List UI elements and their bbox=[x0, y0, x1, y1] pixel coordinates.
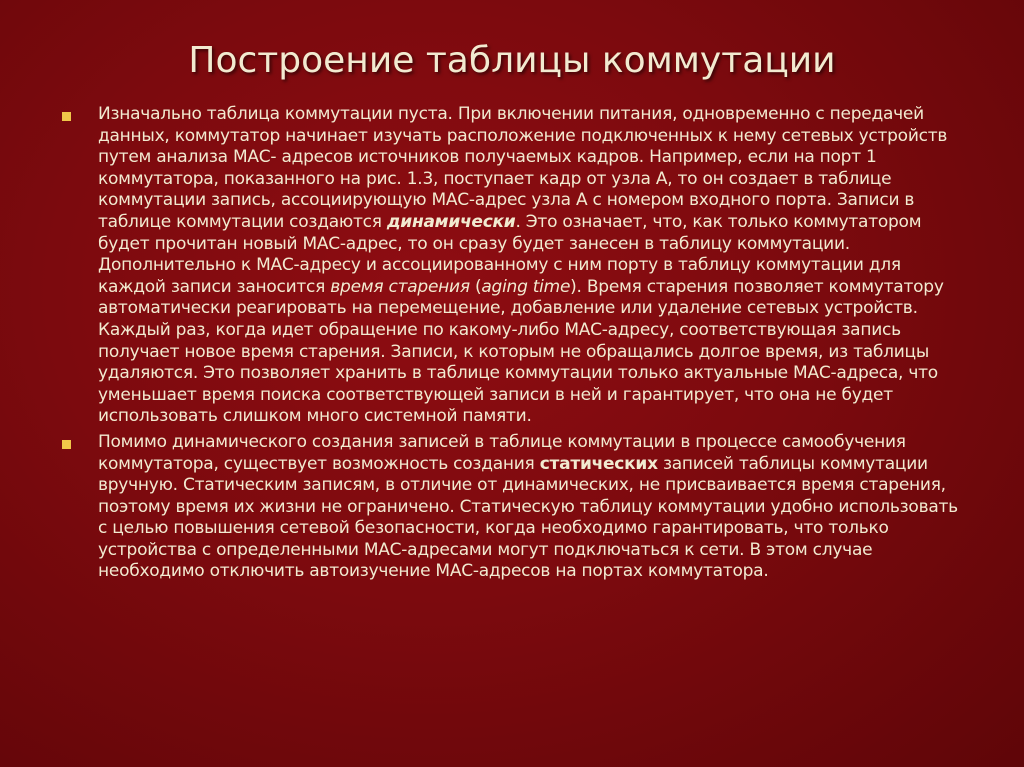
emphasis-dynamic: динамически bbox=[386, 211, 516, 232]
bullet-text-1 bbox=[98, 104, 962, 428]
text-segment: ( bbox=[469, 276, 482, 297]
square-bullet-icon bbox=[62, 112, 71, 121]
emphasis-static: статических bbox=[539, 453, 658, 474]
emphasis-aging-term: время старения bbox=[330, 276, 470, 297]
text-segment: Изначально таблица коммутации пуста. При включении питания, одновременно с передачей данных, коммутатор начинает изучать расположение подключенных к нему сетевых устройств путем анализа МАС- адресов источников получаемых кадров. Например, если на порт 1 коммутатора, показанного на рис. 1.3, поступает кадр от узла А, то он создает в таблице коммутации запись, ассоциирующую МАС-адрес узла А с номером входного порта. Записи в таблице коммутации создаются bbox=[98, 104, 948, 232]
text-segment: ). Время старения позволяет коммутатору автоматически реагировать на перемещение, добавление или удаление сетевых устройств. Каждый раз, когда идет обращение по какому-либо МАС-адресу, соответствующая запись получает новое время старения. Записи, к которым не обращались долгое время, из таблицы удаляются. Это позволяет хранить в таблице коммутации только актуальные МАС-адреса, что уменьшает время поиска соответствующей записи в ней и гарантирует, что она не будет использовать слишком много системной памяти. bbox=[98, 276, 944, 427]
text-segment: . Это означает, что, как только коммутатором будет прочитан новый МАС-адрес, то он сразу будет занесен в таблицу коммутации. Дополнительно к МАС-адресу и ассоциированному с ним порту в таблицу коммутации для каждой записи заносится bbox=[98, 211, 922, 297]
text-segment: записей таблицы коммутации вручную. Статическим записям, в отличие от динамических, не присваивается время старения, поэтому время их жизни не ограничено. Статическую таблицу коммутации удобно использовать с целью повышения сетевой безопасности, когда необходимо гарантировать, что только устройства с определенными МАС-адресами могут подключаться к сети. В этом случае необходимо отключить автоизучение МАС-адресов на портах коммутатора. bbox=[98, 453, 958, 582]
slide-title: Построение таблицы коммутации bbox=[188, 40, 836, 81]
bullet-item-1 bbox=[62, 104, 962, 428]
bullet-item-2 bbox=[62, 432, 962, 583]
bullet-text-2 bbox=[98, 432, 962, 583]
text-segment: Помимо динамического создания записей в таблице коммутации в процессе самообучения коммутатора, существует возможность создания bbox=[98, 431, 906, 474]
bullet-list bbox=[62, 104, 962, 587]
square-bullet-icon bbox=[62, 440, 71, 449]
emphasis-aging-time: aging time bbox=[481, 276, 571, 297]
